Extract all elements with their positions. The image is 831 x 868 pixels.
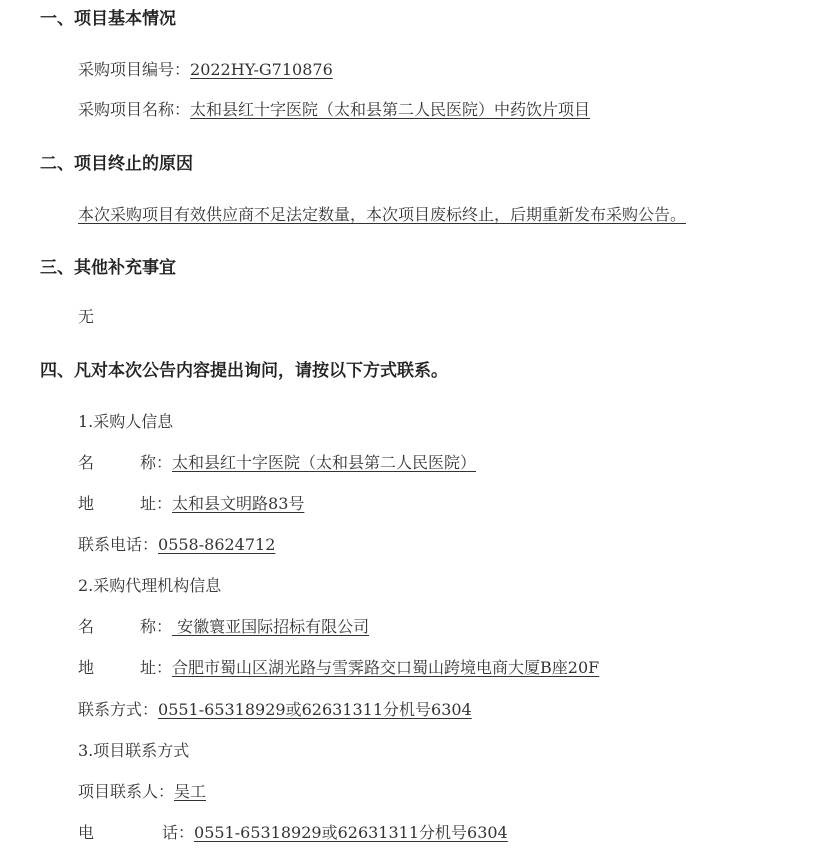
section-3-heading: 三、其他补充事宜 [40, 258, 176, 278]
project-phone-label-2: 话： [162, 823, 195, 842]
project-phone-row [78, 820, 508, 843]
agent-contact-value: 0551-65318929或62631311分机号6304 [158, 700, 472, 719]
buyer-info-title: 1.采购人信息 [78, 412, 174, 431]
agent-contact-label: 联系方式： [78, 700, 159, 719]
termination-reason [78, 202, 686, 225]
agent-info-title: 2.采购代理机构信息 [78, 576, 222, 595]
section-4-heading: 四、凡对本次公告内容提出询问，请按以下方式联系。 [40, 361, 448, 381]
project-name-value: 太和县红十字医院（太和县第二人民医院）中药饮片项目 [190, 100, 591, 119]
termination-reason-text: 本次采购项目有效供应商不足法定数量，本次项目废标终止，后期重新发布采购公告。 [78, 205, 687, 224]
buyer-phone-value: 0558-8624712 [158, 535, 276, 554]
agent-address-label-1: 地 [78, 658, 95, 677]
agent-name-label-2: 称： [140, 617, 173, 636]
section-2-heading: 二、项目终止的原因 [40, 154, 193, 174]
buyer-address-value: 太和县文明路83号 [172, 494, 305, 513]
buyer-name-label-2: 称： [140, 453, 173, 472]
project-person-label: 项目联系人： [78, 782, 175, 801]
project-number-label: 采购项目编号： [78, 60, 191, 79]
buyer-address-row [78, 491, 304, 514]
project-person-value: 吴工 [174, 782, 207, 801]
agent-name-row [78, 614, 369, 637]
project-name-label: 采购项目名称： [78, 100, 191, 119]
agent-name-label-1: 名 [78, 617, 95, 636]
project-name-row [78, 97, 590, 120]
project-phone-label-1: 电 [78, 823, 95, 842]
agent-contact-row [78, 697, 472, 720]
project-contact-title: 3.项目联系方式 [78, 741, 190, 760]
agent-name-value: 安徽寰亚国际招标有限公司 [172, 617, 370, 636]
project-person-row [78, 779, 206, 802]
agent-address-row [78, 655, 599, 678]
project-number-row [78, 57, 333, 80]
buyer-address-label-2: 址： [140, 494, 173, 513]
buyer-name-value: 太和县红十字医院（太和县第二人民医院） [172, 453, 477, 472]
buyer-name-label-1: 名 [78, 453, 95, 472]
project-number-value: 2022HY-G710876 [190, 60, 333, 79]
section-1-heading: 一、项目基本情况 [40, 9, 176, 29]
buyer-name-row [78, 450, 476, 473]
buyer-phone-label: 联系电话： [78, 535, 159, 554]
agent-address-value: 合肥市蜀山区湖光路与雪霁路交口蜀山跨境电商大厦B座20F [172, 658, 600, 677]
buyer-phone-row [78, 532, 275, 555]
supplement-text: 无 [78, 307, 95, 326]
agent-address-label-2: 址： [140, 658, 173, 677]
project-phone-value: 0551-65318929或62631311分机号6304 [194, 823, 508, 842]
buyer-address-label-1: 地 [78, 494, 95, 513]
